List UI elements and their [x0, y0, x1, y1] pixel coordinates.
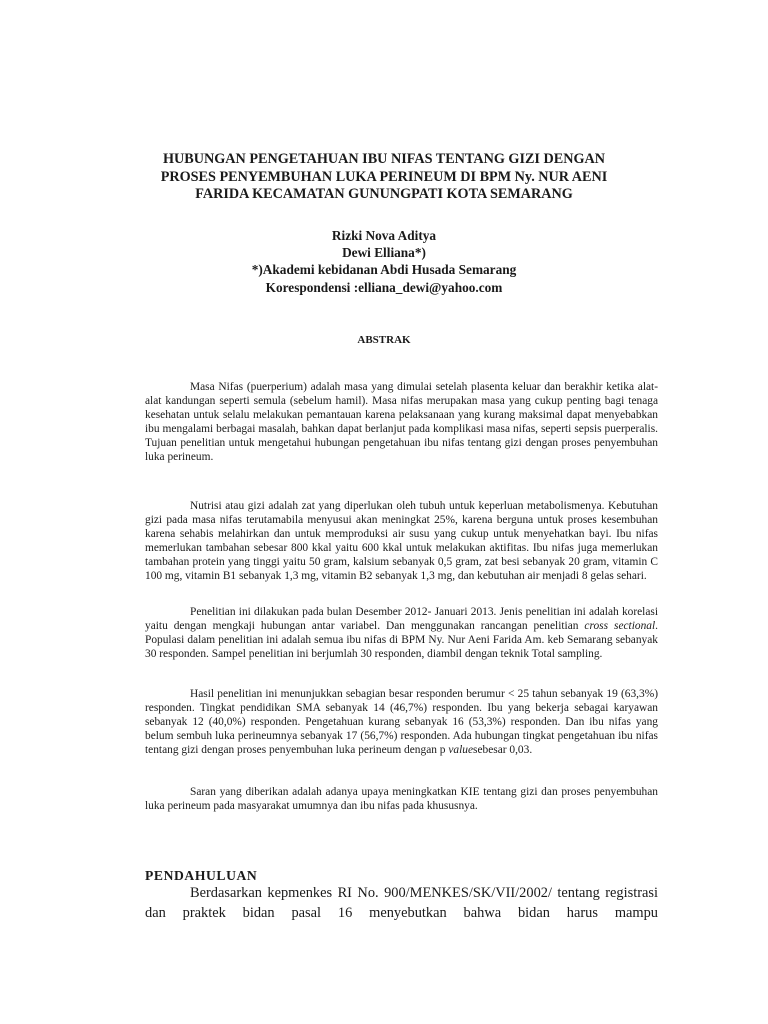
- author-block: [110, 227, 658, 296]
- author-name: Rizki Nova Aditya: [331, 228, 437, 243]
- abstract-paragraph: [145, 688, 658, 758]
- title-line: HUBUNGAN PENGETAHUAN IBU NIFAS TENTANG GIZI DENGAN: [163, 151, 605, 167]
- italic-term: value: [448, 743, 474, 756]
- abstract-paragraph: [145, 500, 658, 583]
- text-run: Hasil penelitian ini menunjukkan sebagian besar responden berumur < 25 tahun sebanyak 19 (63,3%) responden. Tingkat pendidikan SMA sebanyak 14 (46,7%) responden. Ibu yang bekerja sebagai karyawan sebanyak 12 (40,0%) responden. Pengetahuan kurang sebanyak 16 (53,3%) responden. Dan ibu nifas yang belum sembuh luka perineumnya sebanyak 17 (56,7%) responden. Ada hubungan tingkat pengetahuan ibu nifas tentang gizi dengan proses penyembuhan luka perineum dengan p: [145, 688, 658, 756]
- paragraph-text: Nutrisi atau gizi adalah zat yang diperlukan oleh tubuh untuk keperluan metabolismenya. Kebutuhan gizi pada masa nifas terutamabila menyusui akan meningkat 25%, karena berguna untuk proses kesembuhan karena sehabis melahirkan dan untuk memproduksi air susu yang cukup untuk menyehatkan bayi. Ibu nifas memerlukan tambahan sebesar 800 kkal yaitu 600 kkal untuk melakukan aktifitas. Ibu nifas juga memerlukan tambahan protein yang tinggi yaitu 50 gram, kalsium sebanyak 0,5 gram, zat besi sebanyak 20 gram, vitamin C 100 mg, vitamin B1 sebanyak 1,3 mg, vitamin B2 sebanyak 1,3 mg, dan kebutuhan air menjadi 8 gelas sehari.: [145, 500, 658, 582]
- paragraph-text: [145, 688, 658, 758]
- title-line: FARIDA KECAMATAN GUNUNGPATI KOTA SEMARANG: [195, 186, 573, 202]
- text-run: Penelitian ini dilakukan pada bulan Desember 2012- Januari 2013. Jenis penelitian ini adalah korelasi yaitu dengan mengkaji hubungan antar variabel. Dan menggunakan rancangan penelitian: [145, 606, 658, 632]
- abstract-paragraph: [145, 606, 658, 662]
- paragraph-text: Saran yang diberikan adalah adanya upaya meningkatkan KIE tentang gizi dan proses penyembuhan luka perineum pada masyarakat umumnya dan ibu nifas pada khususnya.: [145, 786, 658, 812]
- correspondence-email: Korespondensi :elliana_dewi@yahoo.com: [265, 279, 503, 295]
- paper-title: [110, 151, 658, 204]
- paragraph-text: [145, 606, 658, 662]
- italic-term: cross sectional: [584, 619, 656, 632]
- text-run: . Populasi dalam penelitian ini adalah semua ibu nifas di BPM Ny. Nur Aeni Farida Am. keb Semarang sebanyak 30 responden. Sampel penelitian ini berjumlah 30 responden, diambil dengan teknik Total sampling.: [145, 619, 658, 660]
- paragraph-text: Masa Nifas (puerperium) adalah masa yang dimulai setelah plasenta keluar dan berakhir ketika alat-alat kandungan seperti semula (sebelum hamil). Masa nifas merupakan masa yang cukup penting bagi tenaga kesehatan untuk selalu melakukan pemantauan karena pelaksanaan yang kurang maksimal dapat menyebabkan ibu mengalami berbagai masalah, bahkan dapat berlanjut pada komplikasi masa nifas, seperti sepsis puerperalis. Tujuan penelitian untuk mengetahui hubungan pengetahuan ibu nifas tentang gizi dengan proses penyembuhan luka perineum.: [145, 381, 658, 463]
- title-line: PROSES PENYEMBUHAN LUKA PERINEUM DI BPM Ny. NUR AENI: [160, 168, 608, 185]
- abstract-heading: ABSTRAK: [357, 334, 411, 346]
- abstract-paragraph: [145, 381, 658, 464]
- text-run: sebesar 0,03.: [473, 743, 533, 756]
- abstract-paragraph: [145, 786, 658, 814]
- affiliation: *)Akademi kebidanan Abdi Husada Semarang: [251, 262, 517, 278]
- section-body: [145, 884, 658, 923]
- section-heading: PENDAHULUAN: [145, 868, 258, 883]
- author-name: Dewi Elliana*): [342, 245, 426, 261]
- paragraph-text: Berdasarkan kepmenkes RI No. 900/MENKES/SK/VII/2002/ tentang registrasi dan praktek bidan pasal 16 menyebutkan bahwa bidan harus mampu: [145, 885, 658, 921]
